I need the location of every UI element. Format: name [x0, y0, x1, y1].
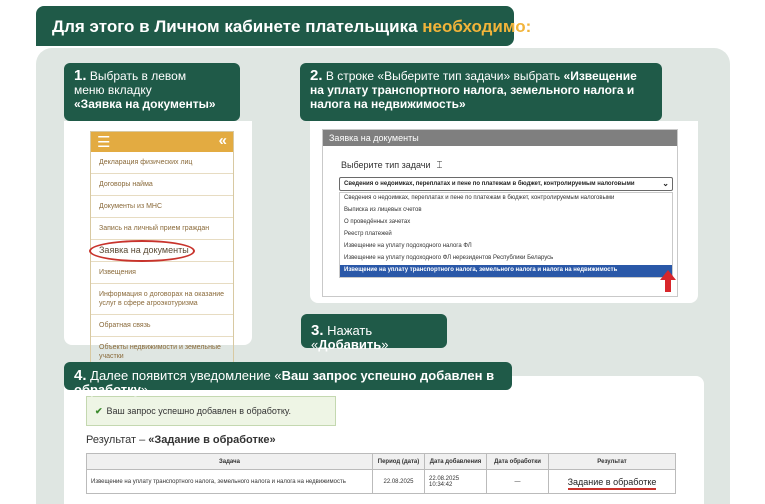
step-4-text: Далее появится уведомление « — [90, 368, 282, 383]
step-1-callout — [64, 63, 240, 121]
step-4-number: 4. — [74, 367, 87, 384]
checkmark-icon: ✔ — [95, 406, 103, 416]
cell-result — [549, 470, 676, 494]
task-type-selected-value: Сведения о недоимках, переплатах и пене по платежам в бюджет, контролируемым налоговыми — [344, 181, 635, 187]
option-nonresident-income-tax-notice[interactable]: Извещение на уплату подоходного ФЛ нерезидентов Республики Беларусь — [344, 255, 554, 261]
task-type-label-text: Выберите тип задачи — [341, 160, 431, 170]
option-arrears-info[interactable]: Сведения о недоимках, переплатах и пене по платежам в бюджет, контролируемым налоговыми — [344, 195, 615, 201]
option-payment-register[interactable]: Реестр платежей — [344, 231, 392, 237]
banner-highlight: необходимо: — [422, 17, 532, 36]
step-3-number: 3. — [311, 322, 324, 339]
step-4-suffix: » — [140, 382, 149, 397]
step-3-text: Нажать « — [311, 323, 373, 352]
step-1-bold: «Заявка на документы» — [74, 97, 216, 111]
result-title-prefix: Результат – — [86, 434, 149, 446]
task-type-label — [341, 160, 677, 171]
step-2-text: В строке «Выберите тип задачи» выбрать — [325, 69, 564, 83]
step-1-text-line-1: Выбрать в левом — [89, 69, 187, 83]
column-header-task: Задача — [87, 454, 373, 470]
step-3-callout — [301, 314, 447, 352]
cell-processed: — — [487, 470, 549, 494]
menu-item-appointment[interactable]: Запись на личный прием граждан — [91, 218, 233, 240]
result-title-bold: «Задание в обработке» — [148, 434, 276, 446]
menu-item-feedback[interactable]: Обратная связь — [91, 315, 233, 337]
task-select-card — [310, 121, 698, 303]
column-header-period: Период (дата) — [373, 454, 425, 470]
page-banner — [36, 6, 532, 46]
task-type-select[interactable] — [339, 177, 673, 191]
step-4-callout — [64, 362, 512, 397]
success-notice — [86, 396, 336, 426]
step-1-text-line-2: меню вкладку — [74, 83, 152, 97]
menu-item-real-estate[interactable]: Объекты недвижимости и земельные участки — [91, 337, 233, 368]
collapse-icon[interactable]: « — [218, 132, 227, 149]
success-notice-text: Ваш запрос успешно добавлен в обработку. — [106, 406, 291, 416]
table-header-row — [87, 454, 676, 470]
step-2-callout — [300, 63, 662, 121]
step-3-bold: Добавить — [318, 337, 382, 352]
menu-item-rent-contracts[interactable]: Договоры найма — [91, 174, 233, 196]
option-property-tax-notice[interactable]: Извещение на уплату транспортного налога, земельного налога и налога на недвижимость — [340, 265, 672, 277]
option-income-tax-notice[interactable]: Извещение на уплату подоходного налога ФЛ — [344, 243, 472, 249]
result-table — [86, 453, 676, 494]
menu-item-mns-documents[interactable]: Документы из МНС — [91, 196, 233, 218]
menu-item-agroecotourism[interactable]: Информация о договорах на оказание услуг в сфере агроэкотуризма — [91, 284, 233, 315]
banner-text: Для этого в Личном кабинете плательщика — [52, 17, 423, 36]
arrow-up-icon — [660, 270, 676, 294]
cell-period: 22.08.2025 — [373, 470, 425, 494]
result-title — [86, 434, 276, 446]
table-row — [87, 470, 676, 494]
step-4-bold: Ваш запрос успешно добавлен в обработку — [74, 368, 495, 397]
option-account-statement[interactable]: Выписка из лицевых счетов — [344, 207, 422, 213]
option-offsets[interactable]: О проведённых зачетах — [344, 219, 411, 225]
hamburger-icon[interactable]: ☰ — [97, 134, 111, 151]
menu-item-notices[interactable]: Извещения — [91, 262, 233, 284]
cell-added-time: 10:34:42 — [429, 481, 453, 488]
step-2-bold: «Извещение на уплату транспортного налога, земельного налога и налога на недвижимость» — [310, 69, 637, 111]
document-request-form — [322, 129, 678, 297]
chevron-down-icon: ⌄ — [662, 179, 669, 188]
task-type-options — [339, 192, 673, 278]
result-card — [64, 376, 704, 504]
column-header-result: Результат — [549, 454, 676, 470]
step-2-number: 2. — [310, 67, 323, 84]
cell-task: Извещение на уплату транспортного налога, земельного налога и налога на недвижимость — [87, 470, 373, 494]
menu-item-declaration[interactable]: Декларация физических лиц — [91, 152, 233, 174]
form-header: Заявка на документы — [323, 130, 677, 146]
cell-added — [425, 470, 487, 494]
column-header-processed: Дата обработки — [487, 454, 549, 470]
column-header-added: Дата добавления — [425, 454, 487, 470]
cursor-icon: ⌶ — [436, 160, 443, 171]
step-1-number: 1. — [74, 67, 87, 84]
step-3-suffix: » — [381, 337, 389, 352]
menu-item-document-request[interactable]: Заявка на документы — [91, 240, 233, 262]
left-menu — [90, 131, 234, 369]
menu-header — [91, 132, 233, 152]
cell-added-date: 22.08.2025 — [429, 475, 460, 482]
status-badge: Задание в обработке — [568, 477, 657, 490]
left-menu-card — [64, 121, 252, 360]
